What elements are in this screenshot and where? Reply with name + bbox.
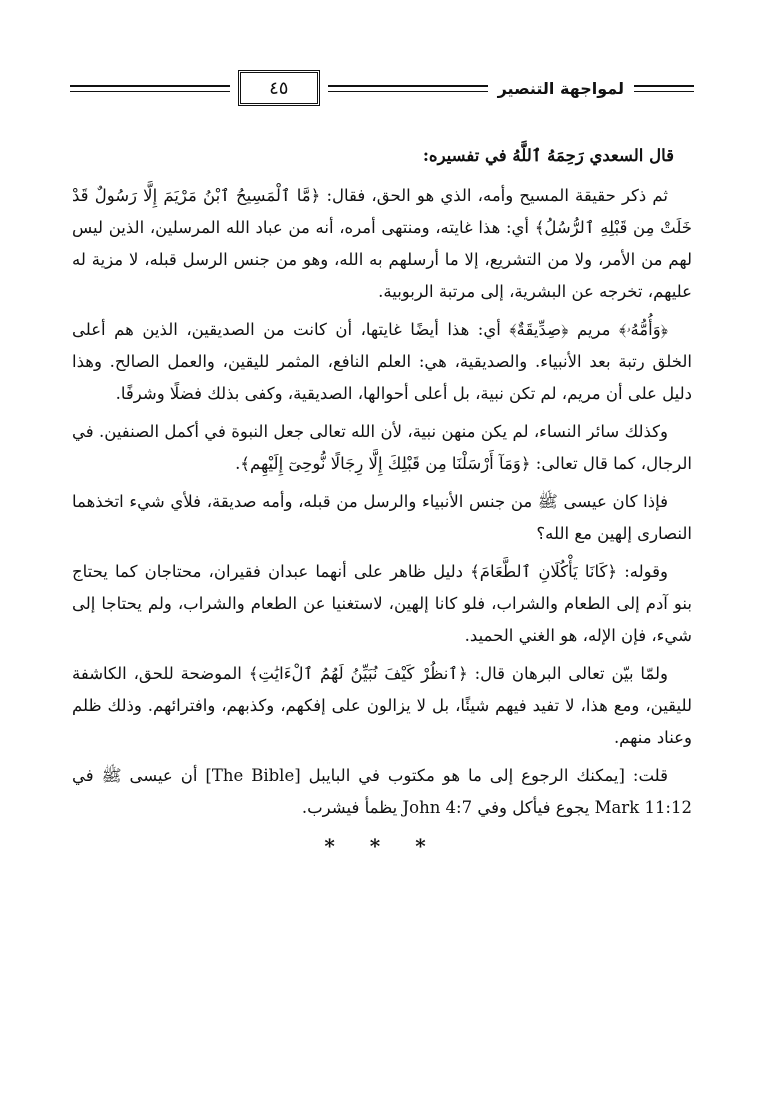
page-number: ٤٥ — [269, 77, 289, 99]
paragraph: وقوله: ﴿كَانَا يَأْكُلَانِ ٱلطَّعَامَ﴾ دليل ظاهر على أنهما عبدان فقيران، محتاجان كما يحتاج بنو آدم إلى الطعام والشراب، فلو كانا إلهين، لاستغنيا عن الطعام والشراب، ولم يحتاجا إلى شيء، فإن الإله، هو الغني الحميد. — [72, 562, 692, 645]
header-rule-left — [70, 85, 230, 92]
running-title: لمواجهة التنصير — [497, 78, 625, 98]
paragraph: فإذا كان عيسى ﷺ من جنس الأنبياء والرسل من قبله، وأمه صديقة، فلأي شيء اتخذهما النصارى إلهين مع الله؟ — [72, 492, 692, 543]
paragraph: ولمّا بيّن تعالى البرهان قال: ﴿ٱنظُرْ كَيْفَ نُبَيِّنُ لَهُمُ ٱلْءَايَٰتِ﴾ الموضحة للحق، الكاشفة لليقين، ومع هذا، لا تفيد فيهم شيئًا، بل لا يزالون على إفكهم، وكذبهم، وافترائهم. وذلك ظلم وعناد منهم. — [72, 664, 692, 747]
page-header — [70, 66, 694, 110]
paragraph: ﴿وَأُمُّهُۥ﴾ مريم ﴿صِدِّيقَةٌ﴾ أي: هذا أيضًا غايتها، أن كانت من الصديقين، الذين هم أعلى الخلق رتبة بعد الأنبياء. والصديقية، هي: العلم النافع، المثمر لليقين، والعمل الصالح. وهذا دليل على أن مريم، لم تكن نبية، بل أعلى أحوالها، الصديقية، وكفى بذلك فضلًا وشرفًا. — [72, 320, 692, 403]
header-rule-right — [634, 85, 694, 92]
paragraph: ثم ذكر حقيقة المسيح وأمه، الذي هو الحق، فقال: ﴿مَّا ٱلْمَسِيحُ ٱبْنُ مَرْيَمَ إِلَّا رَسُولٌ قَدْ خَلَتْ مِن قَبْلِهِ ٱلرُّسُلُ﴾ أي: هذا غايته، ومنتهى أمره، أنه من عباد الله المرسلين، الذين ليس لهم من الأمر، ولا من التشريع، إلا ما أرسلهم به الله، وهو من جنس الرسل قبله، لا مزية له عليهم، تخرجه عن البشرية، إلى مرتبة الربوبية. — [72, 186, 692, 301]
page-number-box — [238, 70, 320, 106]
paragraph: قلت: [يمكنك الرجوع إلى ما هو مكتوب في البايبل [The Bible] أن عيسى ﷺ في Mark 11:12 يجوع فيأكل وفي John 4:7 يظمأ فيشرب. — [72, 766, 692, 817]
end-mark: * * * — [324, 834, 440, 858]
section-heading: قال السعدي رَحِمَهُ ٱللَّهُ في تفسيره: — [422, 146, 674, 165]
header-rule-middle — [328, 85, 488, 92]
paragraph: وكذلك سائر النساء، لم يكن منهن نبية، لأن الله تعالى جعل النبوة في أكمل الصنفين. في الرجال، كما قال تعالى: ﴿وَمَآ أَرْسَلْنَا مِن قَبْلِكَ إِلَّا رِجَالًا نُّوحِىٓ إِلَيْهِم﴾. — [72, 422, 692, 473]
page-body — [72, 140, 692, 862]
